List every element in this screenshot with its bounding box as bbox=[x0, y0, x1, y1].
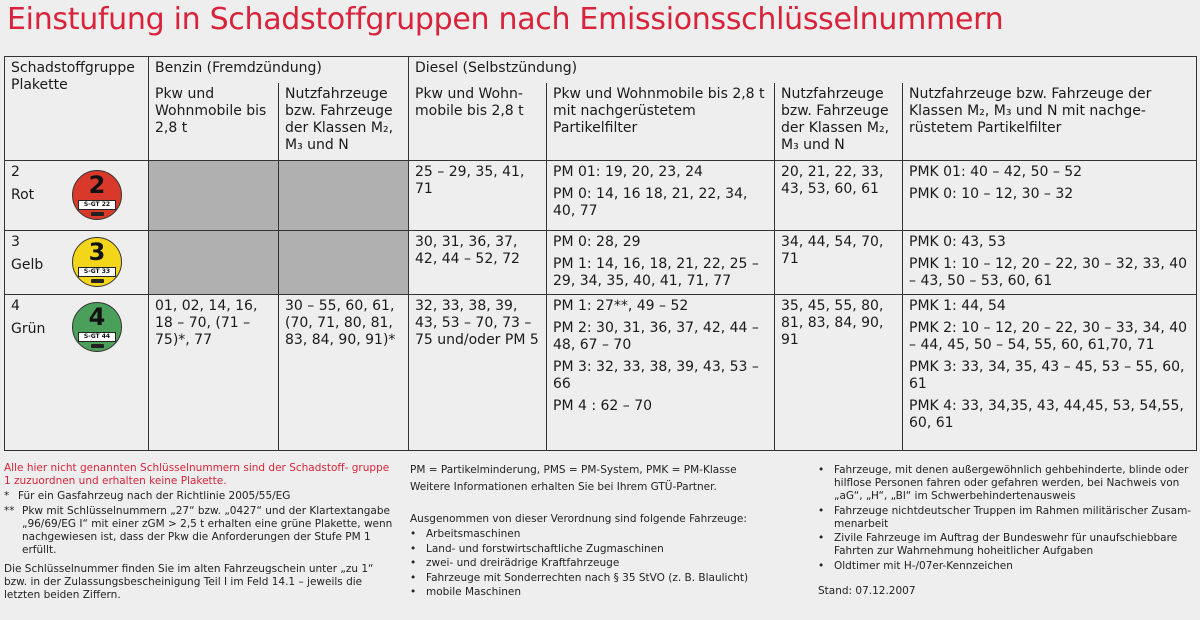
diesel-nutz-cell: 20, 21, 22, 33, 43, 53, 60, 61 bbox=[775, 161, 903, 231]
table-row bbox=[5, 231, 1197, 295]
badge-stamp bbox=[91, 279, 104, 283]
bullet-icon: • bbox=[818, 559, 825, 572]
red-sticker-badge bbox=[72, 170, 122, 220]
group-cell bbox=[5, 295, 149, 451]
header-diesel-pkw-filter: Pkw und Wohnmobile bis 2,8 t mit nachgerüstetem Partikelfilter bbox=[547, 83, 775, 161]
group-number: 3 bbox=[11, 234, 20, 250]
group-color-name: Rot bbox=[11, 187, 35, 203]
footnote-mark: * bbox=[4, 490, 10, 502]
list-item: PMK 0: 43, 53 bbox=[909, 234, 1006, 250]
header-benzin: Benzin (Fremdzündung) bbox=[149, 57, 409, 83]
list-item: PMK 1: 10 – 12, 20 – 22, 30 – 32, 33, 40 – 43, 50 – 53, 60, 61 bbox=[909, 256, 1188, 289]
diesel-nutz-filter-cell bbox=[903, 161, 1197, 231]
bullet-icon: • bbox=[818, 532, 825, 544]
list-item: PMK 2: 10 – 12, 20 – 22, 30 – 33, 34, 40 – 44, 45, 50 – 54, 55, 60, 61,70, 71 bbox=[909, 320, 1188, 353]
key-number-note: Die Schlüsselnummer finden Sie im alten Fahrzeugschein unter „zu 1“ bzw. in der Zulassungsbescheinigung Teil I im Feld 14.1 – jeweils die letzten beiden Ziffern. bbox=[4, 563, 374, 601]
list-item: • Arbeitsmaschinen bbox=[410, 528, 521, 540]
list-item: PM 0: 28, 29 bbox=[553, 234, 641, 250]
list-item: PM 1: 14, 16, 18, 21, 22, 25 – 29, 34, 35, 40, 41, 71, 77 bbox=[553, 256, 759, 289]
badge-number: 4 bbox=[88, 303, 106, 331]
diesel-pkw-filter-cell bbox=[547, 161, 775, 231]
benzin-pkw-cell bbox=[149, 231, 279, 295]
footnote-text: Pkw mit Schlüsselnummern „27“ bzw. „0427“ und der Klartextangabe „96/69/EG I“ mit einer zGM > 2,5 t erhalten eine grüne Plakette, wenn nachgewiesen ist, dass der Pkw die Anforderungen der Stufe PM 1 erfüllt. bbox=[22, 505, 393, 556]
list-item: PM 4 : 62 – 70 bbox=[553, 398, 653, 414]
diesel-nutz-filter-cell bbox=[903, 295, 1197, 451]
diesel-nutz-filter-cell bbox=[903, 231, 1197, 295]
diesel-pkw-filter-cell bbox=[547, 231, 775, 295]
table-row bbox=[5, 295, 1197, 451]
group-color-name: Grün bbox=[11, 321, 46, 337]
header-benzin-nutz: Nutzfahrzeuge bzw. Fahrzeuge der Klassen M₂, M₃ und N bbox=[279, 83, 409, 161]
group-number: 2 bbox=[11, 164, 20, 180]
exempt-intro: Ausgenommen von dieser Verordnung sind folgende Fahrzeuge: bbox=[410, 513, 747, 525]
pm-definition: PM = Partikelminderung, PMS = PM-System, PMK = PM-Klasse bbox=[410, 464, 737, 476]
list-item: • Fahrzeuge nichtdeutscher Truppen im Rahmen militärischer Zusam- menarbeit bbox=[818, 504, 1192, 530]
list-item: PM 3: 32, 33, 38, 39, 43, 53 – 66 bbox=[553, 359, 759, 392]
benzin-nutz-cell bbox=[279, 161, 409, 231]
yellow-sticker-badge bbox=[72, 237, 122, 287]
list-item: • Oldtimer mit H-/07er-Kennzeichen bbox=[818, 559, 1013, 572]
bullet-icon: • bbox=[410, 571, 417, 584]
list-item: • zwei- und dreirädrige Kraftfahrzeuge bbox=[410, 557, 620, 569]
footer-exemptions bbox=[410, 464, 790, 601]
diesel-pkw-cell: 30, 31, 36, 37, 42, 44 – 52, 72 bbox=[409, 231, 547, 295]
list-item: PM 0: 14, 16 18, 21, 22, 34, 40, 77 bbox=[553, 186, 748, 219]
group-cell bbox=[5, 231, 149, 295]
diesel-pkw-filter-cell bbox=[547, 295, 775, 451]
list-item: • Land- und forstwirtschaftliche Zugmaschinen bbox=[410, 542, 664, 555]
footnote-mark: ** bbox=[4, 505, 15, 517]
footnote-1 bbox=[4, 490, 396, 503]
benzin-pkw-cell bbox=[149, 161, 279, 231]
bullet-icon: • bbox=[818, 504, 825, 517]
table-row bbox=[5, 161, 1197, 231]
bullet-icon: • bbox=[410, 557, 417, 569]
badge-plate: S-GT 22 bbox=[78, 200, 116, 210]
badge-stamp bbox=[91, 212, 104, 216]
list-item: PMK 4: 33, 34,35, 43, 44,45, 53, 54,55, 60, 61 bbox=[909, 398, 1184, 431]
footer-notes bbox=[4, 462, 396, 604]
list-item: PM 1: 27**, 49 – 52 bbox=[553, 298, 689, 314]
list-item: PMK 01: 40 – 42, 50 – 52 bbox=[909, 164, 1083, 180]
list-item: • Fahrzeuge, mit denen außergewöhnlich gehbehinderte, blinde oder hilflose Personen fahren oder gefahren werden, bei Nachweis von „aG“, „H“, „Bl“ im Schwerbehindertenausweis bbox=[818, 464, 1189, 502]
list-item: PMK 1: 44, 54 bbox=[909, 298, 1006, 314]
badge-number: 3 bbox=[88, 238, 106, 266]
page-title: Einstufung in Schadstoffgruppen nach Emissionsschlüsselnummern bbox=[7, 2, 1004, 37]
benzin-pkw-cell: 01, 02, 14, 16, 18 – 70, (71 – 75)*, 77 bbox=[149, 295, 279, 451]
header-diesel-nutz-filter: Nutzfahrzeuge bzw. Fahrzeuge der Klassen M₂, M₃ und N mit nachge- rüstetem Partikelfilter bbox=[903, 83, 1197, 161]
bullet-icon: • bbox=[410, 542, 417, 555]
header-diesel-nutz: Nutzfahrzeuge bzw. Fahrzeuge der Klassen M₂, M₃ und N bbox=[775, 83, 903, 161]
footer-exemptions-2 bbox=[818, 464, 1194, 600]
more-info: Weitere Informationen erhalten Sie bei Ihrem GTÜ-Partner. bbox=[410, 481, 717, 493]
list-item: PMK 0: 10 – 12, 30 – 32 bbox=[909, 186, 1074, 202]
bullet-icon: • bbox=[818, 464, 825, 476]
list-item: PMK 3: 33, 34, 35, 43 – 45, 53 – 55, 60, 61 bbox=[909, 359, 1185, 392]
emission-table bbox=[4, 56, 1197, 451]
benzin-nutz-cell: 30 – 55, 60, 61, (70, 71, 80, 81, 83, 84, 90, 91)* bbox=[279, 295, 409, 451]
list-item: • Zivile Fahrzeuge im Auftrag der Bundeswehr für unaufschiebbare Fahrten zur Wahrnehmung hoheitlicher Aufgaben bbox=[818, 532, 1178, 557]
red-note: Alle hier nicht genannten Schlüsselnummern sind der Schadstoff- gruppe 1 zuzuordnen und erhalten keine Plakette. bbox=[4, 462, 390, 487]
footnote-2 bbox=[4, 505, 396, 557]
badge-plate: S-GT 33 bbox=[78, 267, 116, 277]
badge-number: 2 bbox=[88, 171, 106, 199]
diesel-pkw-cell: 32, 33, 38, 39, 43, 53 – 70, 73 – 75 und/oder PM 5 bbox=[409, 295, 547, 451]
header-benzin-pkw: Pkw und Wohnmobile bis 2,8 t bbox=[149, 83, 279, 161]
diesel-nutz-cell: 35, 45, 55, 80, 81, 83, 84, 90, 91 bbox=[775, 295, 903, 451]
group-number: 4 bbox=[11, 298, 20, 314]
diesel-pkw-cell: 25 – 29, 35, 41, 71 bbox=[409, 161, 547, 231]
diesel-nutz-cell: 34, 44, 54, 70, 71 bbox=[775, 231, 903, 295]
bullet-icon: • bbox=[410, 528, 417, 540]
footnote-text: Für ein Gasfahrzeug nach der Richtlinie 2005/55/EG bbox=[18, 490, 291, 502]
header-group-cell: Schadstoffgruppe Plakette bbox=[5, 57, 149, 161]
group-cell bbox=[5, 161, 149, 231]
stand-date: Stand: 07.12.2007 bbox=[818, 584, 916, 597]
list-item: PM 01: 19, 20, 23, 24 bbox=[553, 164, 703, 180]
header-diesel: Diesel (Selbstzündung) bbox=[409, 57, 1197, 83]
group-color-name: Gelb bbox=[11, 257, 44, 273]
green-sticker-badge bbox=[72, 302, 122, 352]
badge-plate: S-GT 44 bbox=[78, 332, 116, 342]
benzin-nutz-cell bbox=[279, 231, 409, 295]
list-item: PM 2: 30, 31, 36, 37, 42, 44 – 48, 67 – 70 bbox=[553, 320, 759, 353]
header-diesel-pkw: Pkw und Wohn- mobile bis 2,8 t bbox=[409, 83, 547, 161]
list-item: • Fahrzeuge mit Sonderrechten nach § 35 StVO (z. B. Blaulicht) bbox=[410, 571, 749, 584]
list-item: • mobile Maschinen bbox=[410, 586, 522, 598]
badge-stamp bbox=[91, 344, 104, 348]
bullet-icon: • bbox=[410, 586, 417, 598]
